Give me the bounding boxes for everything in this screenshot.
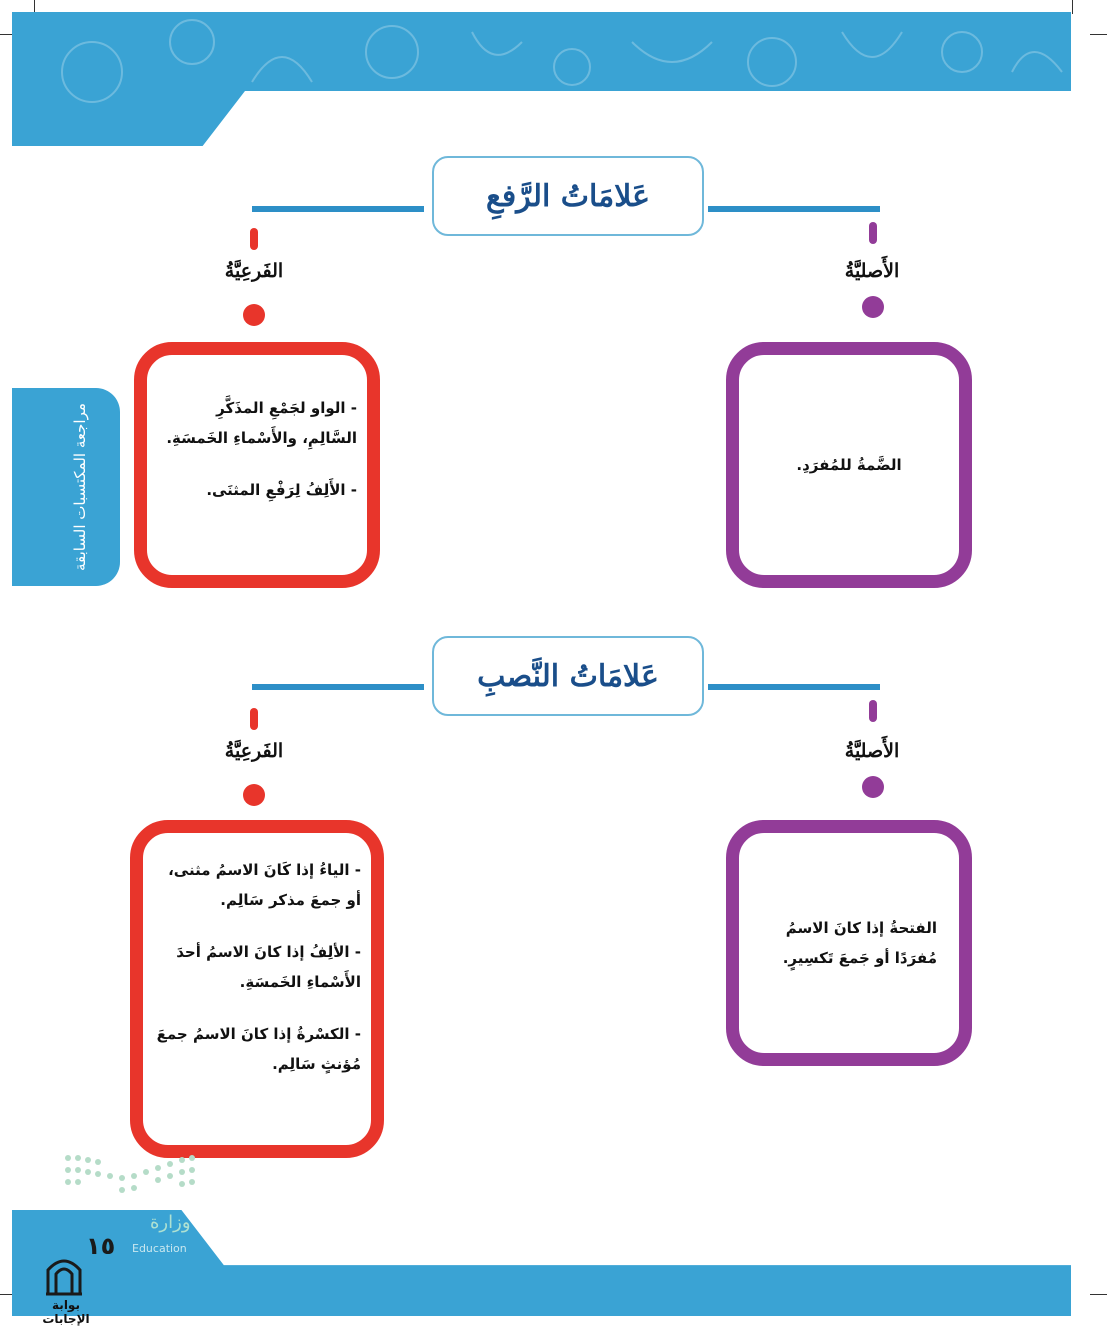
branch-label-secondary: الفَرعِيَّةُ bbox=[224, 260, 284, 282]
branch-dot-left bbox=[243, 784, 265, 806]
connector-line-right bbox=[708, 684, 880, 690]
branch-label-primary: الأَصليَّةُ bbox=[844, 260, 900, 282]
crop-mark bbox=[1090, 34, 1107, 35]
primary-marks-card bbox=[726, 342, 972, 588]
section-title: عَلامَاتُ الرَّفعِ bbox=[432, 156, 704, 236]
header-pattern bbox=[12, 12, 1071, 146]
branch-tick-left bbox=[250, 708, 258, 730]
crop-mark bbox=[1072, 0, 1073, 14]
branch-label-secondary: الفَرعِيَّةُ bbox=[224, 740, 284, 762]
branch-dot-right bbox=[862, 296, 884, 318]
branch-tick-right bbox=[869, 700, 877, 722]
connector-line-right bbox=[708, 206, 880, 212]
list-item: - الأَلِفُ لِرَفْعِ المثنَى. bbox=[206, 481, 357, 499]
branch-dot-left bbox=[243, 304, 265, 326]
page-number: ١٥ bbox=[86, 1232, 116, 1260]
branch-tick-left bbox=[250, 228, 258, 250]
connector-line-left bbox=[252, 684, 424, 690]
branch-label-primary: الأَصليَّةُ bbox=[844, 740, 900, 762]
crop-mark bbox=[1090, 1294, 1107, 1295]
list-item: - الياءُ إذا كَانَ الاسمُ مثنى، أو جمعَ مذكر سَالِم. bbox=[168, 861, 361, 909]
list-item: - الكسْرةُ إذا كانَ الاسمُ جمعَ مُؤنثٍ سَالِم. bbox=[156, 1025, 361, 1073]
answers-portal-label[interactable]: بوابة الإجابات bbox=[42, 1298, 90, 1326]
ministry-logo-icon bbox=[62, 1152, 202, 1204]
primary-marks-card bbox=[726, 820, 972, 1066]
secondary-marks-card bbox=[134, 342, 380, 588]
crop-mark bbox=[0, 1294, 14, 1295]
branch-dot-right bbox=[862, 776, 884, 798]
side-tab bbox=[12, 388, 120, 586]
secondary-marks-card bbox=[130, 820, 384, 1158]
gate-icon bbox=[44, 1254, 84, 1296]
ministry-logo-text: وزارة bbox=[150, 1212, 191, 1233]
ministry-logo-subtext: Education bbox=[132, 1242, 187, 1255]
branch-tick-right bbox=[869, 222, 877, 244]
list-item: - الألِفُ إذا كانَ الاسمُ أحدَ الأَسْماءِ الخَمسَةِ. bbox=[176, 943, 361, 991]
section-title: عَلامَاتُ النَّصبِ bbox=[432, 636, 704, 716]
primary-mark-text: الضَّمةُ للمُفرَدِ. bbox=[796, 456, 902, 474]
primary-mark-text: الفتحةُ إذا كانَ الاسمُ مُفرَدًا أو جَمعَ تَكسِيرٍ. bbox=[782, 919, 937, 967]
list-item: - الواو لجَمْعِ المذَكَّرِ السَّالِمِ، والأَسْماءِ الخَمسَةِ. bbox=[166, 399, 357, 447]
side-tab-label: مراجعة المكتسبات السابقة bbox=[71, 403, 89, 571]
connector-line-left bbox=[252, 206, 424, 212]
